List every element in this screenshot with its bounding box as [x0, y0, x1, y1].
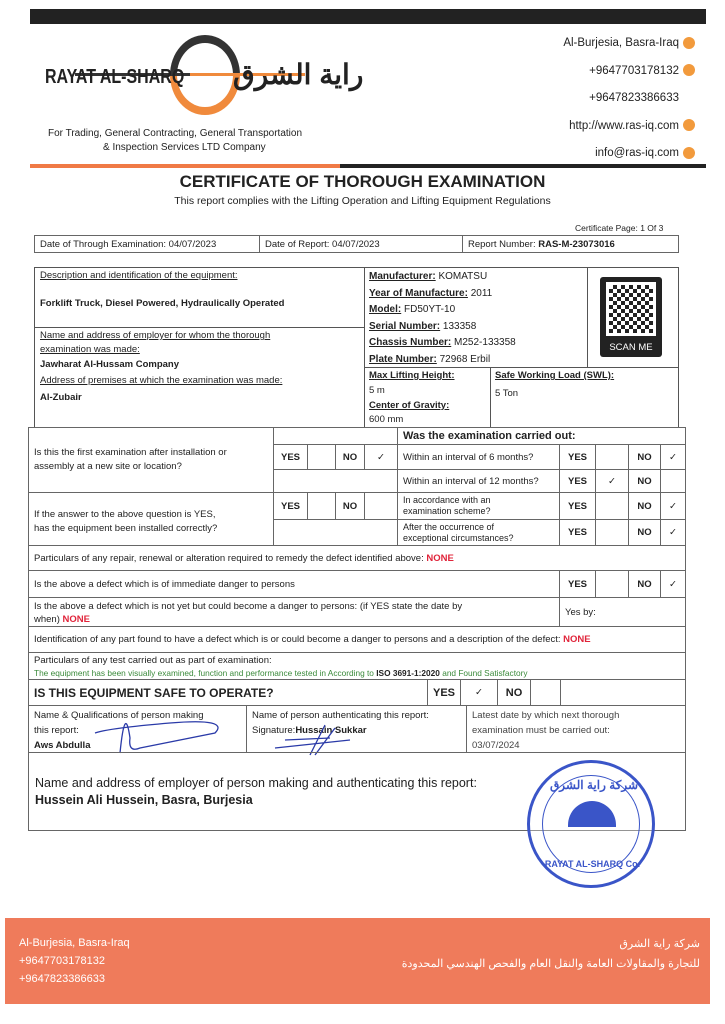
no-label: NO [335, 444, 365, 470]
swl: 5 Ton [495, 388, 519, 399]
future-danger-row: Is the above a defect which is not yet but could become a danger to persons: (if YES state the date by when) NONE [28, 597, 560, 627]
footer-tagline-ar: للتجارة والمقاولات العامة والنقل العام والفحص الهندسي المحدودة [401, 958, 700, 970]
first-exam-question: Is this the first examination after installation or assembly at a new site or location? [28, 427, 274, 493]
contact-text: http://www.ras-iq.com [569, 119, 679, 132]
spec-chassis [369, 335, 516, 352]
spec-serial [369, 319, 516, 336]
next-exam-cell: Latest date by which next thorough examination must be carried out: 03/07/2024 [466, 705, 686, 753]
empty-cell [273, 469, 398, 493]
yes-checkbox[interactable] [595, 519, 629, 546]
spec-plate [369, 352, 516, 369]
spec-value: 133358 [442, 320, 477, 332]
carried-question: After the occurrence of exceptional circumstances? [397, 519, 560, 546]
carried-question: In accordance with an examination scheme? [397, 492, 560, 520]
logo [45, 35, 364, 125]
safe-question: IS THIS EQUIPMENT SAFE TO OPERATE? [28, 679, 428, 706]
yes-label: YES [559, 519, 596, 546]
equipment-description: Forklift Truck, Diesel Powered, Hydraulically Operated [40, 298, 285, 309]
report-date: Date of Report: 04/07/2023 [259, 235, 463, 253]
spec-value: 2011 [470, 287, 493, 299]
carried-question: Within an interval of 6 months? [397, 444, 560, 470]
yes-label: YES [559, 570, 596, 598]
yes-by: Yes by: [559, 597, 686, 627]
no-label: NO [628, 570, 661, 598]
immediate-danger-row: Is the above a defect which is of immediate danger to persons [28, 570, 560, 598]
spec-label: Chassis Number: [369, 337, 452, 348]
label: Safe Working Load (SWL): [495, 370, 615, 381]
exam-date: Date of Through Examination: 04/07/2023 [34, 235, 260, 253]
yes-label: YES [559, 469, 596, 493]
contact-text: info@ras-iq.com [595, 147, 679, 159]
label: Description and identification of the equipment: [40, 270, 238, 281]
label: Name and address of employer for whom the thorough [40, 330, 271, 341]
no-label: NO [335, 492, 365, 520]
contact-text: +9647703178132 [589, 64, 679, 77]
installed-question: If the answer to the above question is YES, has the equipment been installed correctly? [28, 492, 274, 546]
yes-checkbox[interactable] [307, 444, 336, 470]
empty-cell [273, 519, 398, 546]
spec-label: Model: [369, 304, 402, 315]
spec-label: Manufacturer: [369, 271, 436, 282]
identification-row: Identification of any part found to have a defect which is or could become a danger to persons and a description of the defect: NONE [28, 626, 686, 653]
spec-value: 72968 Erbil [439, 353, 491, 365]
footer [5, 918, 710, 1004]
location-pin-icon [683, 37, 695, 49]
yes-label: YES [559, 444, 596, 470]
tests-row: Particulars of any test carried out as part of examination: The equipment has been visually examined, function and performance tested in According to ISO 3691-1:2020 and Found Satisfactory [28, 652, 686, 680]
no-label: NO [628, 519, 661, 546]
spec-year [369, 286, 516, 303]
contact-text: +9647823386633 [589, 92, 679, 104]
footer-company-ar: شركة راية الشرق [619, 938, 700, 950]
certificate-page: Certificate Page: 1 Of 3 [575, 223, 664, 233]
spec-model [369, 302, 516, 319]
no-checkbox[interactable] [660, 469, 686, 493]
spec-value: KOMATSU [438, 271, 488, 282]
label: Address of premises at which the examination was made: [40, 375, 283, 386]
spec-manufacturer [369, 269, 516, 286]
yes-box[interactable] [595, 570, 629, 598]
stamp-text-ar: شركة راية الشرق [550, 778, 639, 792]
no-label: NO [497, 679, 531, 706]
no-label: NO [628, 444, 661, 470]
safe-no-checkbox[interactable] [530, 679, 561, 706]
contact-item[interactable] [563, 30, 695, 58]
company-stamp [527, 760, 655, 888]
phone-icon [683, 64, 695, 76]
label: examination was made: [40, 344, 140, 355]
no-checkbox[interactable] [364, 492, 398, 520]
top-bar [30, 9, 706, 24]
contact-item[interactable] [563, 85, 695, 113]
yes-label: YES [273, 444, 308, 470]
signature-maker [90, 708, 230, 758]
footer-phone: +9647823386633 [19, 973, 105, 985]
yes-checkbox[interactable] [595, 444, 629, 470]
yes-label: YES [559, 492, 596, 520]
label: Center of Gravity: [369, 400, 450, 411]
center-of-gravity: 600 mm [369, 414, 404, 425]
yes-label: YES [273, 492, 308, 520]
premises: Al-Zubair [40, 392, 82, 403]
globe-icon [683, 119, 695, 131]
stamp-text-en: RAYAT AL-SHARQ Co. [544, 859, 641, 869]
spec-label: Year of Manufacture: [369, 287, 468, 299]
qr-code-icon [606, 282, 656, 336]
yes-checkbox[interactable] [595, 492, 629, 520]
no-checkbox[interactable]: ✓ [660, 519, 686, 546]
tagline: For Trading, General Contracting, General Transportation [48, 128, 303, 139]
page-title: CERTIFICATE OF THOROUGH EXAMINATION [179, 172, 546, 191]
tagline: & Inspection Services LTD Company [103, 142, 266, 153]
no-label: NO [628, 492, 661, 520]
contact-item[interactable] [563, 113, 695, 141]
maker-cell: Name & Qualifications of person making this report: Aws Abdulla [28, 705, 247, 753]
employer-section: Name and address of employer of person making and authenticating this report: Hussein Ali Hussein, Basra, Burjesia [28, 752, 686, 831]
employer-name: Jawharat Al-Hussam Company [40, 359, 180, 370]
label: Max Lifting Height: [369, 370, 455, 381]
carried-question: Within an interval of 12 months? [397, 469, 560, 493]
scan-me-label: SCAN ME [609, 342, 653, 353]
company-name-en: RAYAT AL-SHARQ [45, 66, 185, 88]
spec-value: FD50YT-10 [404, 304, 456, 315]
divider [340, 164, 706, 168]
contact-item[interactable] [563, 58, 695, 86]
safe-yes-checkbox[interactable]: ✓ [460, 679, 498, 706]
qr-code[interactable] [600, 277, 662, 357]
spec-label: Plate Number: [369, 353, 437, 365]
repair-row: Particulars of any repair, renewal or alteration required to remedy the defect identified above: NONE [28, 545, 686, 571]
no-checkbox[interactable]: ✓ [660, 570, 686, 598]
email-icon [683, 147, 695, 159]
footer-address: Al-Burjesia, Basra-Iraq [19, 937, 130, 949]
spec-label: Serial Number: [369, 320, 441, 332]
no-checkbox[interactable]: ✓ [364, 444, 398, 470]
subtitle: This report complies with the Lifting Operation and Lifting Equipment Regulations [174, 195, 551, 207]
report-number: Report Number: RAS-M-23073016 [462, 235, 679, 253]
company-name-ar: راية الشرق [233, 59, 364, 90]
no-checkbox[interactable]: ✓ [660, 492, 686, 520]
max-height: 5 m [369, 385, 385, 396]
divider [30, 164, 340, 168]
spec-list [369, 269, 516, 368]
contact-list [563, 30, 695, 168]
no-checkbox[interactable]: ✓ [660, 444, 686, 470]
yes-checkbox[interactable] [307, 492, 336, 520]
yes-label: YES [427, 679, 461, 706]
yes-checkbox[interactable]: ✓ [595, 469, 629, 493]
contact-text: Al-Burjesia, Basra-Iraq [563, 37, 679, 49]
carried-title: Was the examination carried out: [397, 427, 686, 445]
spec-value: M252-133358 [454, 337, 516, 348]
no-label: NO [628, 469, 661, 493]
footer-phone: +9647703178132 [19, 955, 105, 967]
authenticator-cell: Name of person authenticating this report: Signature:Hussain Sukkar [246, 705, 467, 753]
